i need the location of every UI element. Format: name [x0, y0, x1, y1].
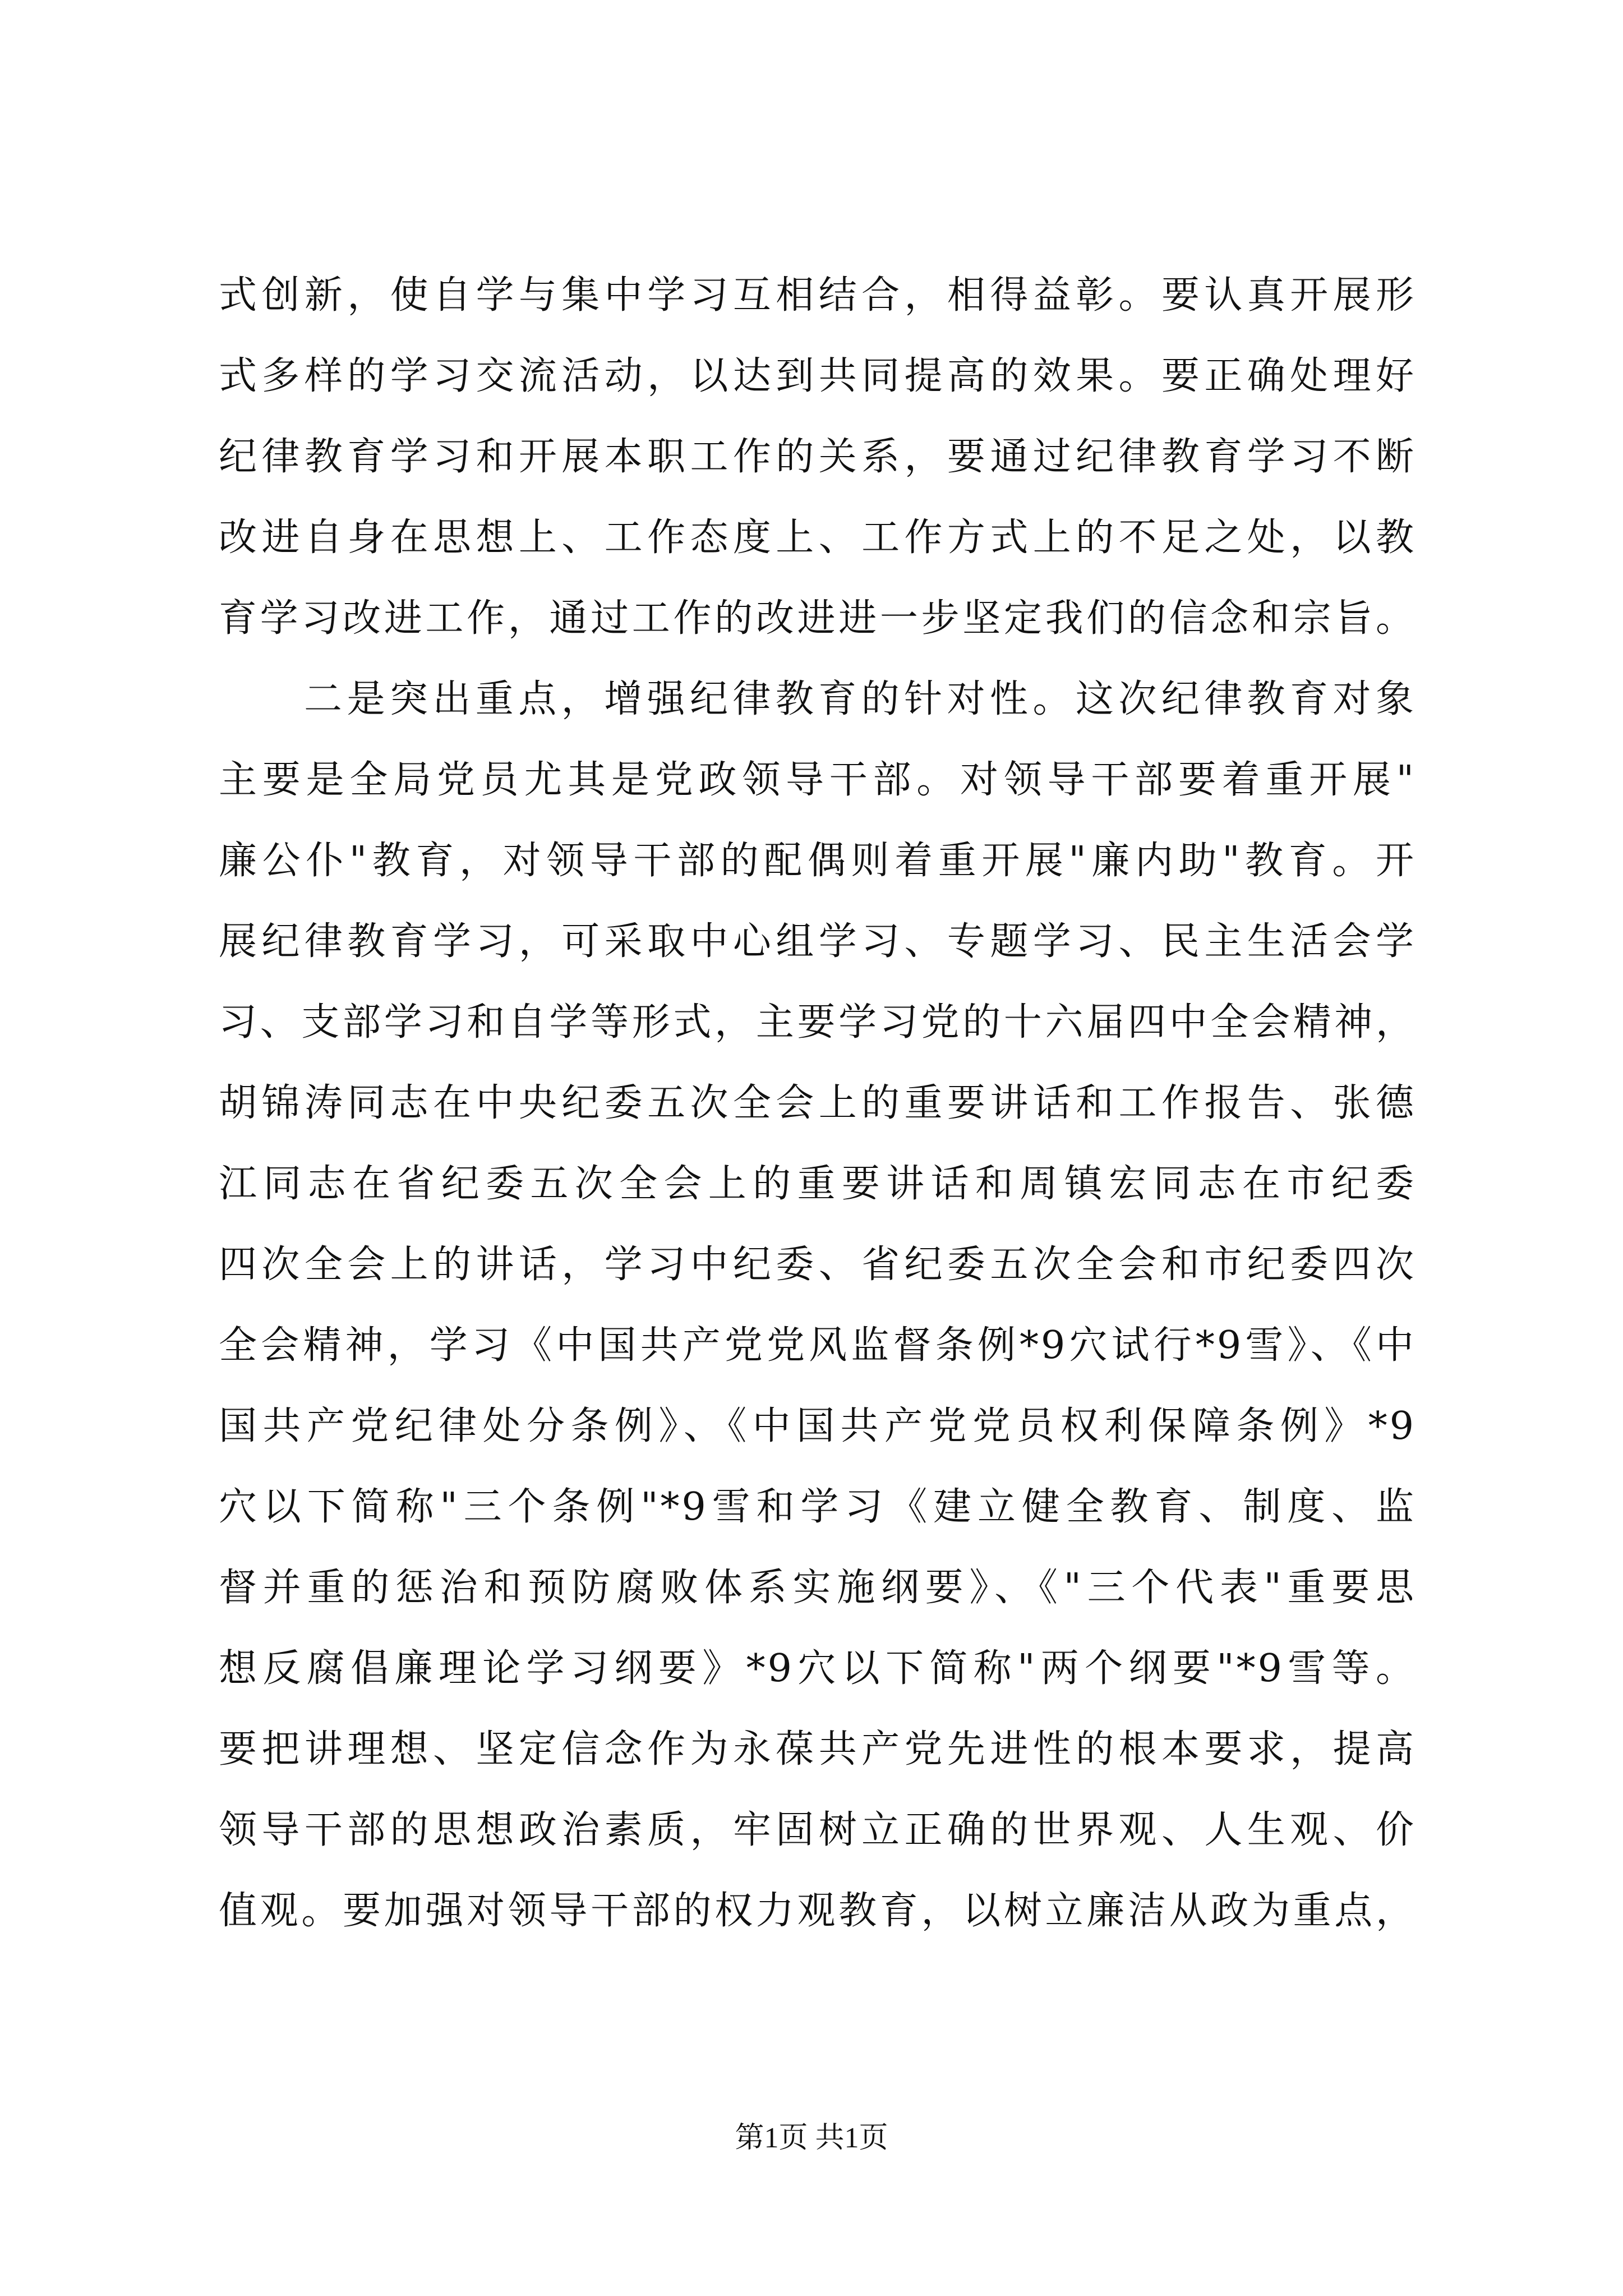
paragraph-line: 想反腐倡廉理论学习纲要》*9穴以下简称"两个纲要"*9雪等。 — [219, 1646, 1416, 1691]
paragraph-line: 展纪律教育学习，可采取中心组学习、专题学习、民主生活会学 — [219, 919, 1416, 964]
paragraph-line: 领导干部的思想政治素质，牢固树立正确的世界观、人生观、价 — [219, 1808, 1416, 1852]
paragraph-line: 江同志在省纪委五次全会上的重要讲话和周镇宏同志在市纪委 — [219, 1162, 1416, 1206]
paragraph-line: 值观。要加强对领导干部的权力观教育，以树立廉洁从政为重点， — [219, 1889, 1416, 1933]
paragraph-line: 式创新，使自学与集中学习互相结合，相得益彰。要认真开展形 — [219, 273, 1416, 318]
paragraph-first-line: 二是突出重点，增强纪律教育的针对性。这次纪律教育对象 — [304, 677, 1416, 721]
paragraph-line: 四次全会上的讲话，学习中纪委、省纪委五次全会和市纪委四次 — [219, 1243, 1416, 1287]
paragraph-line: 督并重的惩治和预防腐败体系实施纲要》、《"三个代表"重要思 — [219, 1566, 1416, 1610]
paragraph-line: 胡锦涛同志在中央纪委五次全会上的重要讲话和工作报告、张德 — [219, 1081, 1416, 1125]
page-footer: 第1页 共1页 — [735, 2122, 888, 2154]
paragraph-line: 主要是全局党员尤其是党政领导干部。对领导干部要着重开展" — [219, 758, 1416, 802]
paragraph-line: 习、支部学习和自学等形式，主要学习党的十六届四中全会精神， — [219, 1000, 1416, 1045]
paragraph-line: 改进自身在思想上、工作态度上、工作方式上的不足之处，以教 — [219, 516, 1416, 560]
paragraph-line: 全会精神，学习《中国共产党党风监督条例*9穴试行*9雪》、《中 — [219, 1323, 1416, 1368]
paragraph-line: 育学习改进工作，通过工作的改进进一步坚定我们的信念和宗旨。 — [219, 596, 1416, 641]
paragraph-line: 国共产党纪律处分条例》、《中国共产党党员权利保障条例》*9 — [219, 1404, 1416, 1448]
document-body — [219, 255, 1416, 1952]
paragraph-line: 穴以下简称"三个条例"*9雪和学习《建立健全教育、制度、监 — [219, 1485, 1416, 1529]
paragraph-line: 纪律教育学习和开展本职工作的关系，要通过纪律教育学习不断 — [219, 435, 1416, 479]
paragraph-line: 式多样的学习交流活动，以达到共同提高的效果。要正确处理好 — [219, 354, 1416, 398]
paragraph-line: 要把讲理想、坚定信念作为永葆共产党先进性的根本要求，提高 — [219, 1727, 1416, 1772]
paragraph-line: 廉公仆"教育，对领导干部的配偶则着重开展"廉内助"教育。开 — [219, 839, 1416, 883]
